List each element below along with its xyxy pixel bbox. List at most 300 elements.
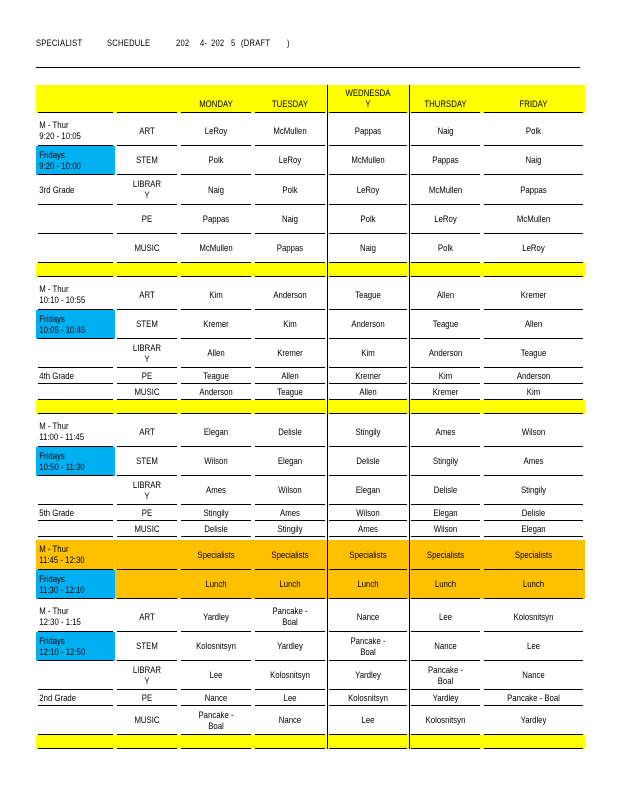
teacher-name: Kim xyxy=(438,370,453,382)
day-label: MONDAY xyxy=(199,99,233,110)
time-cell xyxy=(36,234,115,263)
teacher-cell xyxy=(253,706,327,735)
teacher-cell xyxy=(409,632,482,661)
cell-rule xyxy=(255,112,325,113)
teacher-name: LeRoy xyxy=(522,243,545,254)
teacher-cell xyxy=(327,175,409,205)
teacher-cell xyxy=(482,735,585,749)
time-label: M - Thur 12:30 - 1:15 xyxy=(39,606,81,628)
cell-rule xyxy=(181,413,251,414)
day-header-cell xyxy=(253,85,327,113)
teacher-cell xyxy=(482,205,585,234)
teacher-name: Lee xyxy=(209,670,223,681)
teacher-cell xyxy=(409,690,482,706)
schedule-row xyxy=(36,476,585,505)
cell-rule xyxy=(38,112,113,113)
teacher-name: Elegan xyxy=(277,456,303,467)
cell-rule xyxy=(329,748,407,749)
teacher-name: Kolosnitsyn xyxy=(196,641,236,652)
time-cell xyxy=(36,310,115,339)
teacher-name: McMullen xyxy=(199,243,233,254)
teacher-cell xyxy=(179,602,253,632)
teacher-cell xyxy=(327,602,409,632)
time-cell xyxy=(36,417,115,447)
teacher-cell xyxy=(409,116,482,146)
cell-rule xyxy=(329,413,407,414)
teacher-name: Lee xyxy=(361,715,375,726)
subject-label: ART xyxy=(139,426,155,438)
schedule-row xyxy=(36,339,585,368)
teacher-name: Allen xyxy=(207,348,225,359)
teacher-name: Polk xyxy=(525,125,542,137)
time-cell xyxy=(36,447,115,476)
cell-rule xyxy=(38,276,113,277)
time-cell xyxy=(36,690,115,706)
teacher-name: Specialists xyxy=(514,549,553,561)
teacher-name: LeRoy xyxy=(278,155,302,166)
cell-rule xyxy=(38,536,113,537)
teacher-cell xyxy=(327,310,409,339)
teacher-cell xyxy=(327,735,409,749)
teacher-name: Lunch xyxy=(522,579,545,590)
teacher-name: Naig xyxy=(437,125,454,137)
day-header-cell xyxy=(482,85,585,113)
cell-rule xyxy=(181,598,251,599)
subject-cell xyxy=(115,476,179,505)
schedule-row xyxy=(36,661,585,690)
teacher-cell xyxy=(482,476,585,505)
schedule-row xyxy=(36,116,585,146)
teacher-cell xyxy=(327,632,409,661)
teacher-name: Kim xyxy=(361,348,375,359)
teacher-cell xyxy=(179,476,253,505)
header-draft: (DRAFT xyxy=(241,38,271,49)
teacher-cell xyxy=(179,417,253,447)
teacher-cell xyxy=(409,310,482,339)
schedule-row xyxy=(36,175,585,205)
teacher-cell xyxy=(327,368,409,384)
teacher-cell xyxy=(327,540,409,570)
subject-cell xyxy=(115,146,179,175)
teacher-name: Allen xyxy=(436,289,455,301)
cell-rule xyxy=(411,748,480,749)
teacher-cell xyxy=(179,310,253,339)
teacher-name: Kim xyxy=(283,319,297,330)
teacher-name: Ames xyxy=(435,426,456,438)
schedule-row xyxy=(36,632,585,661)
teacher-cell xyxy=(253,476,327,505)
teacher-cell xyxy=(179,521,253,537)
teacher-name: Wilson xyxy=(278,485,302,496)
teacher-name: Nance xyxy=(204,692,228,704)
teacher-name: Lunch xyxy=(279,579,301,590)
subject-cell xyxy=(115,263,179,277)
teacher-cell xyxy=(179,205,253,234)
teacher-name: Pappas xyxy=(432,155,459,166)
teacher-cell xyxy=(253,310,327,339)
teacher-cell xyxy=(327,280,409,310)
subject-cell xyxy=(115,447,179,476)
teacher-name: Delisle xyxy=(278,426,302,438)
teacher-cell xyxy=(179,690,253,706)
teacher-cell xyxy=(179,339,253,368)
teacher-name: Polk xyxy=(282,184,298,196)
teacher-name: Stingily xyxy=(520,485,547,496)
schedule-row xyxy=(36,735,585,749)
cell-rule xyxy=(117,112,177,113)
teacher-name: Yardley xyxy=(355,670,381,681)
teacher-cell xyxy=(327,146,409,175)
teacher-name: Delisle xyxy=(204,523,228,535)
teacher-name: Elegan xyxy=(433,507,458,519)
teacher-name: Polk xyxy=(360,214,376,225)
teacher-cell xyxy=(253,368,327,384)
teacher-cell xyxy=(482,280,585,310)
time-cell xyxy=(36,116,115,146)
subject-cell xyxy=(115,661,179,690)
teacher-cell xyxy=(409,521,482,537)
header-specialist: SPECIALIST xyxy=(36,38,83,49)
cell-rule xyxy=(38,598,113,599)
teacher-name: Elegan xyxy=(203,426,229,438)
time-cell xyxy=(36,146,115,175)
day-header-row xyxy=(36,85,585,113)
teacher-cell xyxy=(253,234,327,263)
teacher-cell xyxy=(409,476,482,505)
teacher-name: Polk xyxy=(208,155,224,166)
subject-label: PE xyxy=(141,370,153,382)
teacher-cell xyxy=(327,400,409,414)
schedule-row xyxy=(36,280,585,310)
teacher-cell xyxy=(253,735,327,749)
teacher-name: Stingily xyxy=(203,507,229,519)
teacher-cell xyxy=(482,400,585,414)
teacher-name: Anderson xyxy=(199,386,233,398)
teacher-cell xyxy=(253,384,327,400)
teacher-name: Pappas xyxy=(354,125,382,137)
teacher-name: Pappas xyxy=(276,243,304,254)
teacher-cell xyxy=(482,521,585,537)
time-label: M - Thur 9:20 - 10:05 xyxy=(39,120,81,142)
cell-rule xyxy=(484,413,583,414)
teacher-name: McMullen xyxy=(351,155,385,166)
teacher-name: Stingily xyxy=(277,523,303,535)
teacher-name: Pancake - Boal xyxy=(427,664,464,687)
teacher-cell xyxy=(179,263,253,277)
schedule-row xyxy=(36,570,585,599)
cell-rule xyxy=(38,748,113,749)
teacher-name: Naig xyxy=(207,184,225,196)
teacher-cell xyxy=(179,706,253,735)
teacher-name: Allen xyxy=(359,386,377,398)
teacher-name: Kremer xyxy=(520,289,547,301)
time-label: Fridays 9:20 - 10:00 xyxy=(39,149,81,172)
teacher-name: Delisle xyxy=(521,507,546,519)
teacher-cell xyxy=(482,175,585,205)
teacher-cell xyxy=(327,661,409,690)
teacher-cell xyxy=(179,400,253,414)
teacher-name: Wilson xyxy=(356,507,380,519)
subject-label: STEM xyxy=(136,456,158,467)
header-year1: 202 xyxy=(176,38,190,49)
cell-rule xyxy=(255,598,325,599)
cell-rule xyxy=(181,276,251,277)
teacher-name: Ames xyxy=(280,507,300,519)
cell-rule xyxy=(411,276,480,277)
teacher-name: LeRoy xyxy=(434,214,457,225)
teacher-name: Pappas xyxy=(202,214,230,225)
teacher-name: Nance xyxy=(522,670,545,681)
teacher-name: Pancake - Boal xyxy=(272,606,308,628)
teacher-name: Yardley xyxy=(520,715,547,726)
teacher-name: Stingily xyxy=(355,426,381,438)
schedule-row xyxy=(36,400,585,414)
schedule-row xyxy=(36,234,585,263)
time-cell xyxy=(36,505,115,521)
header-year2: 202 xyxy=(211,38,225,49)
teacher-name: Lee xyxy=(526,641,540,652)
subject-label: LIBRAR Y xyxy=(132,479,162,502)
teacher-cell xyxy=(253,540,327,570)
cell-rule xyxy=(484,112,583,113)
teacher-name: Anderson xyxy=(516,370,551,382)
teacher-cell xyxy=(409,205,482,234)
teacher-cell xyxy=(179,280,253,310)
teacher-cell xyxy=(179,570,253,599)
time-cell xyxy=(36,632,115,661)
teacher-cell xyxy=(482,505,585,521)
teacher-cell xyxy=(179,368,253,384)
schedule-row xyxy=(36,505,585,521)
subject-label: STEM xyxy=(136,155,158,166)
teacher-cell xyxy=(327,205,409,234)
time-cell xyxy=(36,735,115,749)
cell-rule xyxy=(411,112,480,113)
teacher-cell xyxy=(179,175,253,205)
teacher-cell xyxy=(409,368,482,384)
teacher-name: Yardley xyxy=(432,692,459,704)
teacher-cell xyxy=(179,735,253,749)
time-cell xyxy=(36,476,115,505)
teacher-name: Kremer xyxy=(432,386,459,398)
teacher-cell xyxy=(179,505,253,521)
subject-cell xyxy=(115,368,179,384)
teacher-cell xyxy=(409,417,482,447)
schedule-row xyxy=(36,540,585,570)
subject-cell xyxy=(115,521,179,537)
teacher-cell xyxy=(482,632,585,661)
day-header-cell xyxy=(409,85,482,113)
teacher-name: Teague xyxy=(203,370,229,382)
time-cell xyxy=(36,205,115,234)
teacher-name: Lunch xyxy=(357,579,379,590)
teacher-cell xyxy=(253,690,327,706)
column-divider xyxy=(409,85,410,749)
cell-rule xyxy=(38,413,113,414)
cell-rule xyxy=(255,413,325,414)
subject-label: ART xyxy=(139,289,155,301)
teacher-name: Nance xyxy=(278,715,302,726)
teacher-cell xyxy=(409,505,482,521)
subject-label: PE xyxy=(141,214,153,225)
subject-cell xyxy=(115,632,179,661)
teacher-cell xyxy=(482,602,585,632)
header-schedule: SCHEDULE xyxy=(107,38,151,49)
cell-rule xyxy=(255,536,325,537)
teacher-name: Anderson xyxy=(273,289,307,301)
teacher-cell xyxy=(179,116,253,146)
teacher-name: Allen xyxy=(524,319,543,330)
teacher-cell xyxy=(253,417,327,447)
schedule-row xyxy=(36,690,585,706)
time-cell xyxy=(36,706,115,735)
teacher-cell xyxy=(409,570,482,599)
schedule-row xyxy=(36,521,585,537)
header-blank-cell xyxy=(115,85,179,113)
teacher-cell xyxy=(327,521,409,537)
teacher-cell xyxy=(327,570,409,599)
teacher-name: Kim xyxy=(209,289,223,301)
teacher-cell xyxy=(482,570,585,599)
cell-rule xyxy=(411,598,480,599)
teacher-name: Anderson xyxy=(351,319,385,330)
teacher-cell xyxy=(482,310,585,339)
teacher-name: Wilson xyxy=(433,523,458,535)
teacher-name: McMullen xyxy=(428,184,463,196)
teacher-cell xyxy=(253,263,327,277)
teacher-name: Delisle xyxy=(433,485,458,496)
teacher-cell xyxy=(482,447,585,476)
schedule-row xyxy=(36,706,585,735)
teacher-name: Polk xyxy=(437,243,454,254)
grade-block xyxy=(36,417,585,537)
teacher-name: Ames xyxy=(206,485,226,496)
teacher-name: Anderson xyxy=(428,348,463,359)
time-cell xyxy=(36,175,115,205)
grade-block xyxy=(36,602,585,749)
cell-rule xyxy=(117,748,177,749)
subject-label: PE xyxy=(141,692,153,704)
teacher-cell xyxy=(327,476,409,505)
time-label: Fridays 12:10 - 12:50 xyxy=(39,635,86,658)
subject-cell xyxy=(115,735,179,749)
schedule-row xyxy=(36,384,585,400)
teacher-cell xyxy=(253,602,327,632)
subject-cell xyxy=(115,690,179,706)
teacher-name: Kremer xyxy=(203,319,229,330)
subject-label: LIBRAR Y xyxy=(132,664,162,687)
subject-cell xyxy=(115,205,179,234)
teacher-cell xyxy=(253,175,327,205)
subject-label: ART xyxy=(139,125,155,137)
time-label: 3rd Grade xyxy=(39,184,75,196)
teacher-cell xyxy=(409,706,482,735)
teacher-cell xyxy=(179,384,253,400)
teacher-cell xyxy=(409,661,482,690)
teacher-name: Specialists xyxy=(349,549,387,561)
subject-cell xyxy=(115,310,179,339)
teacher-cell xyxy=(482,234,585,263)
teacher-name: Pancake - Boal xyxy=(507,692,560,704)
day-label: THURSDAY xyxy=(424,99,467,110)
teacher-name: Teague xyxy=(520,348,547,359)
cell-rule xyxy=(117,598,177,599)
teacher-cell xyxy=(327,234,409,263)
subject-label: LIBRAR Y xyxy=(132,342,162,365)
teacher-cell xyxy=(409,602,482,632)
teacher-name: Kolosnitsyn xyxy=(348,692,388,704)
subject-cell xyxy=(115,339,179,368)
subject-cell xyxy=(115,175,179,205)
subject-cell xyxy=(115,234,179,263)
header-rule xyxy=(36,67,580,68)
teacher-cell xyxy=(409,540,482,570)
teacher-cell xyxy=(327,505,409,521)
schedule-row xyxy=(36,146,585,175)
teacher-name: Kolosnitsyn xyxy=(425,715,466,726)
teacher-cell xyxy=(179,234,253,263)
teacher-cell xyxy=(327,690,409,706)
subject-label: MUSIC xyxy=(134,243,160,254)
teacher-cell xyxy=(409,263,482,277)
teacher-cell xyxy=(409,735,482,749)
time-label: Fridays 10:05 - 10:45 xyxy=(39,313,86,336)
teacher-cell xyxy=(253,447,327,476)
day-header-cell xyxy=(327,85,409,113)
teacher-cell xyxy=(253,280,327,310)
subject-label: LIBRAR Y xyxy=(132,179,162,201)
teacher-name: Pancake - Boal xyxy=(350,635,386,658)
teacher-name: Ames xyxy=(358,523,378,535)
teacher-cell xyxy=(409,384,482,400)
header-year1-suffix: 4- xyxy=(200,38,208,49)
teacher-cell xyxy=(327,339,409,368)
subject-cell xyxy=(115,400,179,414)
subject-cell xyxy=(115,116,179,146)
cell-rule xyxy=(117,536,177,537)
teacher-name: Pancake - Boal xyxy=(198,709,234,732)
teacher-cell xyxy=(482,706,585,735)
teacher-cell xyxy=(327,447,409,476)
teacher-cell xyxy=(482,384,585,400)
time-label: M - Thur 11:45 - 12:30 xyxy=(39,544,85,566)
teacher-cell xyxy=(409,280,482,310)
teacher-name: Lunch xyxy=(205,579,227,590)
teacher-name: Kremer xyxy=(277,348,303,359)
subject-cell xyxy=(115,602,179,632)
teacher-cell xyxy=(253,632,327,661)
cell-rule xyxy=(484,536,583,537)
subject-cell xyxy=(115,280,179,310)
teacher-name: Kim xyxy=(526,386,541,398)
time-cell xyxy=(36,521,115,537)
cell-rule xyxy=(329,276,407,277)
subject-cell xyxy=(115,417,179,447)
cell-rule xyxy=(329,112,407,113)
teacher-cell xyxy=(327,706,409,735)
teacher-name: Specialists xyxy=(426,549,465,561)
time-cell xyxy=(36,384,115,400)
teacher-name: Nance xyxy=(356,611,380,623)
teacher-cell xyxy=(482,661,585,690)
teacher-cell xyxy=(327,417,409,447)
cell-rule xyxy=(117,413,177,414)
time-label: 4th Grade xyxy=(39,370,74,382)
time-cell xyxy=(36,368,115,384)
teacher-cell xyxy=(179,661,253,690)
time-label: M - Thur 10:10 - 10:55 xyxy=(39,284,86,306)
teacher-name: Delisle xyxy=(356,456,380,467)
